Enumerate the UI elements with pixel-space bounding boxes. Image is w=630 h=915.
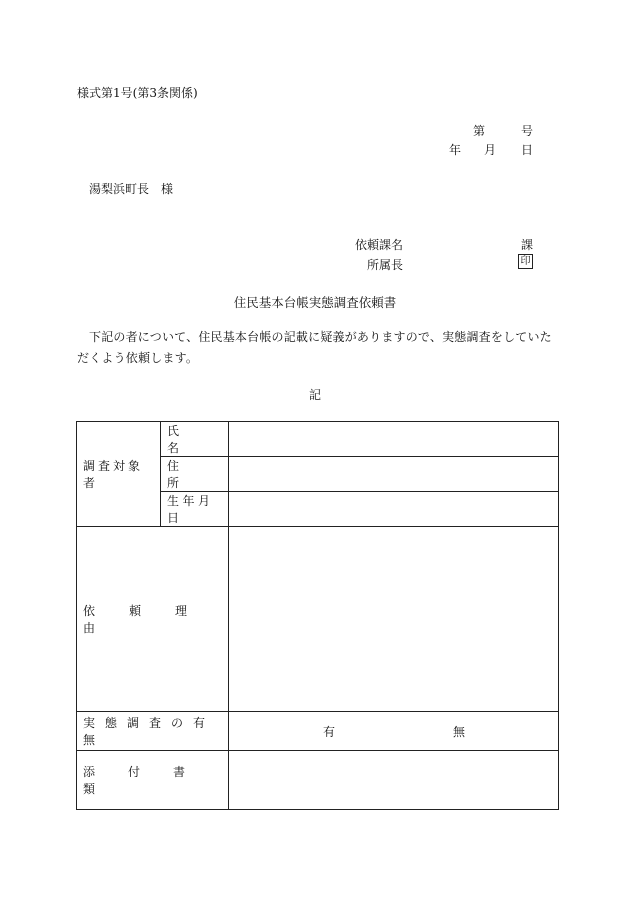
option-no[interactable]: 無 bbox=[453, 725, 466, 739]
ki-heading: 記 bbox=[308, 388, 321, 402]
investigation-choice-cell bbox=[229, 712, 559, 751]
dept-suffix: 課 bbox=[521, 238, 534, 252]
reason-field[interactable] bbox=[229, 527, 559, 712]
date-year-label: 年 bbox=[449, 143, 462, 157]
address-field[interactable] bbox=[229, 457, 559, 492]
investigation-label-cell bbox=[77, 712, 229, 751]
reason-label: 依頼理由 bbox=[83, 604, 222, 635]
birthdate-field[interactable] bbox=[229, 492, 559, 527]
name-field[interactable] bbox=[229, 422, 559, 457]
address-label: 住所 bbox=[167, 459, 210, 490]
body-paragraph: 下記の者について、住民基本台帳の記載に疑義がありますので、実態調査をしていただくよう依頼します。 bbox=[77, 330, 552, 365]
attachments-field[interactable] bbox=[229, 751, 559, 810]
number-suffix: 号 bbox=[521, 124, 534, 138]
document-title: 住民基本台帳実態調査依頼書 bbox=[233, 295, 397, 310]
form-number: 様式第1号(第3条関係) bbox=[77, 86, 198, 100]
dept-head-label: 所属長 bbox=[367, 258, 404, 272]
requesting-dept-label: 依頼課名 bbox=[355, 238, 404, 252]
date-month-label: 月 bbox=[484, 143, 497, 157]
addressee: 湯梨浜町長 様 bbox=[89, 182, 174, 196]
request-form-table bbox=[76, 421, 559, 810]
attachments-label: 添付書類 bbox=[83, 765, 219, 796]
subject-label: 調査対象者 bbox=[83, 459, 144, 490]
birthdate-label: 生年月日 bbox=[167, 494, 214, 525]
date-day-label: 日 bbox=[521, 143, 534, 157]
address-label-cell bbox=[161, 457, 229, 492]
seal-mark: 印 bbox=[518, 254, 533, 269]
attachments-label-cell bbox=[77, 751, 229, 810]
option-yes[interactable]: 有 bbox=[323, 725, 336, 739]
name-label-cell bbox=[161, 422, 229, 457]
reason-label-cell bbox=[77, 527, 229, 712]
investigation-label: 実態調査の有無 bbox=[83, 716, 216, 747]
name-label: 氏名 bbox=[167, 424, 210, 455]
subject-label-cell bbox=[77, 422, 161, 527]
number-prefix: 第 bbox=[473, 124, 486, 138]
birthdate-label-cell bbox=[161, 492, 229, 527]
